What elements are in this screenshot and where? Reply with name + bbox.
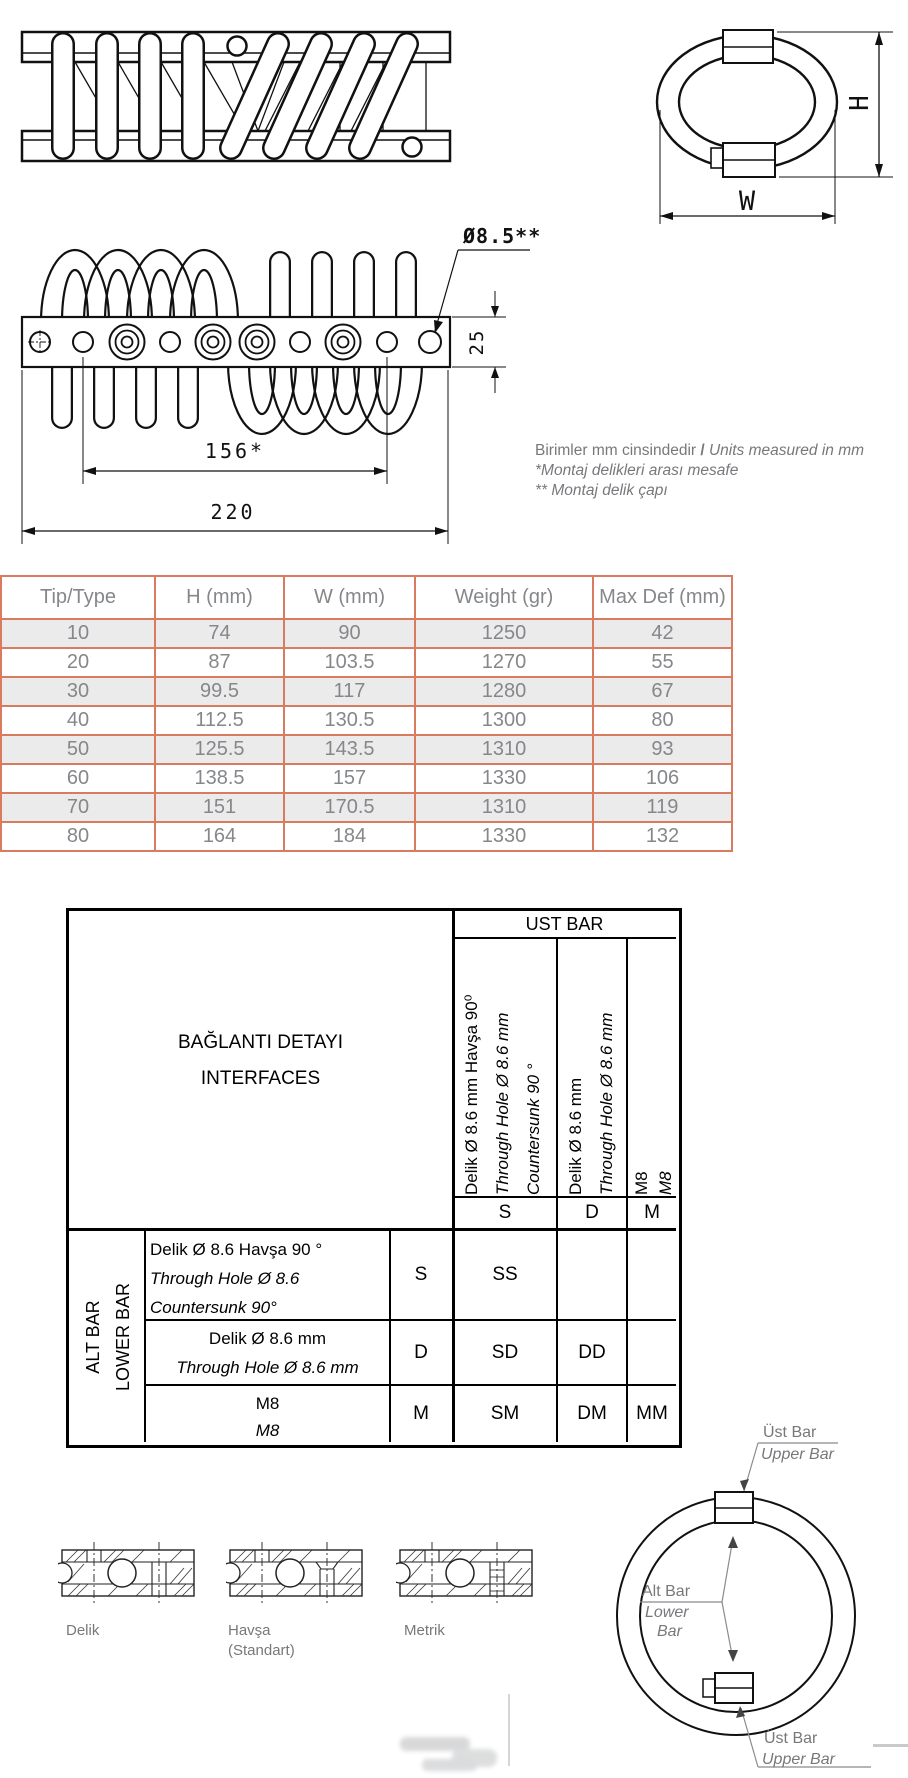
cell: 184 (284, 822, 415, 851)
matrix-cell (627, 1231, 677, 1319)
cell: 1300 (415, 706, 593, 735)
col-code-m: M (644, 1202, 660, 1223)
row-s-tr: Delik Ø 8.6 Havşa 90 ° (150, 1240, 323, 1259)
section-label-delik: Delik (66, 1622, 100, 1639)
lower-bar-label-en1: Lower (645, 1604, 689, 1621)
row-s-en2: Countersunk 90° (150, 1298, 277, 1317)
upper-bar-block (715, 1492, 753, 1523)
section-label-standart: (Standart) (228, 1642, 295, 1659)
row-s-en1: Through Hole Ø 8.6 (150, 1269, 300, 1288)
row-desc-m (146, 1390, 389, 1444)
hole-spacing-label: 156* (204, 439, 266, 463)
upper-bar-block (723, 30, 773, 63)
table-row (1, 677, 732, 706)
section-drawing-metrik (396, 1540, 536, 1608)
section-drawing-delik (58, 1540, 198, 1608)
cell: 151 (155, 793, 284, 822)
cell: 55 (593, 648, 732, 677)
cell: 138.5 (155, 764, 284, 793)
matrix-cell: SD (491, 1341, 519, 1363)
col-header: Weight (gr) (415, 576, 593, 619)
bar-thickness-label: 25 (466, 328, 488, 356)
cell: 80 (593, 706, 732, 735)
artifact-line (873, 1744, 908, 1747)
isolator-front-view-drawing (15, 25, 455, 165)
col-header: W (mm) (284, 576, 415, 619)
matrix-cell: SM (490, 1403, 520, 1424)
spec-table-grid (0, 575, 733, 852)
cell: 1270 (415, 648, 593, 677)
cell: 1280 (415, 677, 593, 706)
cell: 70 (1, 793, 155, 822)
note-units-separator: / (696, 442, 709, 459)
rail-hole (228, 37, 247, 56)
cell: 87 (155, 648, 284, 677)
overall-length-label: 220 (210, 500, 256, 524)
row-code-m: M (413, 1403, 429, 1424)
col-header: Max Def (mm) (593, 576, 732, 619)
section-drawing-havsa (226, 1540, 366, 1608)
cell: 112.5 (155, 706, 284, 735)
note-hole-spacing: *Montaj delikleri arası mesafe (535, 462, 739, 479)
col-code-s: S (498, 1202, 512, 1223)
cell: 1310 (415, 735, 593, 764)
cell: 50 (1, 735, 155, 764)
h-dim-label: H (845, 95, 875, 111)
cell: 117 (284, 677, 415, 706)
matrix-cell (557, 1231, 627, 1319)
matrix-title-en: INTERFACES (200, 1068, 321, 1089)
col-m-tr: M8 (632, 1171, 651, 1195)
spec-header-row (1, 576, 732, 619)
cell: 90 (284, 619, 415, 648)
cell: 170.5 (284, 793, 415, 822)
cell: 10 (1, 619, 155, 648)
col-code-d: D (585, 1202, 599, 1223)
bottom-upper-bar-label-tr: Üst Bar (764, 1730, 818, 1747)
spec-table (0, 575, 733, 852)
row-header-tr: ALT BAR (83, 1300, 103, 1374)
cell: 80 (1, 822, 155, 851)
matrix-cell (627, 1321, 677, 1384)
row-header-en: LOWER BAR (113, 1282, 133, 1392)
cell: 106 (593, 764, 732, 793)
column-header-s (456, 940, 556, 1199)
arrowhead (728, 1536, 738, 1548)
top-upper-bar-label-en: Upper Bar (761, 1446, 834, 1463)
matrix-cell: SS (492, 1264, 518, 1285)
cell: 42 (593, 619, 732, 648)
cell: 99.5 (155, 677, 284, 706)
cell: 125.5 (155, 735, 284, 764)
matrix-title-tr: BAĞLANTI DETAYI (177, 1032, 344, 1053)
lower-bar-label-en2: Bar (657, 1623, 682, 1640)
lower-bar-label-tr: Alt Bar (642, 1583, 691, 1600)
row-m-tr: M8 (255, 1394, 280, 1413)
lower-loops (228, 362, 422, 434)
bottom-upper-bar-label-en: Upper Bar (762, 1751, 835, 1768)
isolator-end-view-drawing (575, 15, 908, 240)
lower-bar-row-header (72, 1232, 150, 1442)
cell: 40 (1, 706, 155, 735)
cell: 143.5 (284, 735, 415, 764)
column-header-m (630, 940, 680, 1199)
note-units (535, 441, 864, 461)
inner-loop (679, 55, 815, 149)
watermark (392, 1715, 532, 1775)
lower-bar-block (711, 143, 775, 177)
table-row (1, 793, 732, 822)
cell: 20 (1, 648, 155, 677)
cell: 1310 (415, 793, 593, 822)
matrix-cell: DM (577, 1403, 607, 1424)
row-code-s: S (414, 1264, 428, 1285)
row-desc-s (150, 1235, 386, 1322)
cell: 1330 (415, 764, 593, 793)
table-row (1, 619, 732, 648)
hole-dia-label: Ø8.5** (463, 224, 542, 248)
arrowhead (740, 1479, 749, 1491)
arrowhead (728, 1650, 738, 1662)
col-s-tr: Delik Ø 8.6 mm Havşa 90⁰ (462, 994, 481, 1195)
bar-location-figure (575, 1415, 908, 1778)
table-row (1, 706, 732, 735)
cell: 1330 (415, 822, 593, 851)
cell: 93 (593, 735, 732, 764)
matrix-cell: DD (578, 1341, 606, 1363)
cell: 74 (155, 619, 284, 648)
column-header-d (560, 940, 626, 1199)
grid-line (452, 937, 676, 939)
table-row (1, 648, 732, 677)
cell: 60 (1, 764, 155, 793)
w-dim-label: W (738, 186, 756, 217)
cell: 164 (155, 822, 284, 851)
section-label-havsa: Havşa (228, 1622, 271, 1639)
cell: 30 (1, 677, 155, 706)
table-row (1, 822, 732, 851)
row-m-en1: M8 (255, 1421, 280, 1440)
lower-bar-block (703, 1673, 753, 1703)
note-hole-diameter: ** Montaj delik çapı (535, 482, 668, 499)
cell: 130.5 (284, 706, 415, 735)
cell: 103.5 (284, 648, 415, 677)
table-row (1, 764, 732, 793)
col-d-en1: Through Hole Ø 8.6 mm (597, 1012, 616, 1195)
section-label-metrik: Metrik (404, 1622, 445, 1639)
table-row (1, 735, 732, 764)
col-s-en2: Countersunk 90 ° (524, 1063, 543, 1195)
isolator-top-view-drawing (10, 190, 558, 550)
col-header: H (mm) (155, 576, 284, 619)
rail-hole (403, 138, 422, 157)
note-units-en: Units measured in mm (708, 442, 865, 459)
col-header: Tip/Type (1, 576, 155, 619)
cell: 1250 (415, 619, 593, 648)
cell: 157 (284, 764, 415, 793)
cell: 119 (593, 793, 732, 822)
units-notes (535, 441, 864, 501)
col-s-en1: Through Hole Ø 8.6 mm (493, 1012, 512, 1195)
upper-bar-header: UST BAR (525, 913, 604, 934)
col-m-en1: M8 (656, 1171, 675, 1195)
row-d-tr: Delik Ø 8.6 mm (208, 1329, 327, 1348)
top-upper-bar-label-tr: Üst Bar (763, 1424, 817, 1441)
row-d-en1: Through Hole Ø 8.6 mm (176, 1358, 359, 1377)
cell: 132 (593, 822, 732, 851)
upper-loops (41, 250, 238, 322)
col-d-tr: Delik Ø 8.6 mm (566, 1077, 585, 1195)
cell: 67 (593, 677, 732, 706)
note-units-tr: Birimler mm cinsindedir (535, 442, 697, 459)
matrix-cell: MM (636, 1403, 668, 1424)
row-desc-d (146, 1324, 389, 1382)
hole-spacing-dimension (83, 357, 387, 484)
row-code-d: D (414, 1341, 428, 1363)
